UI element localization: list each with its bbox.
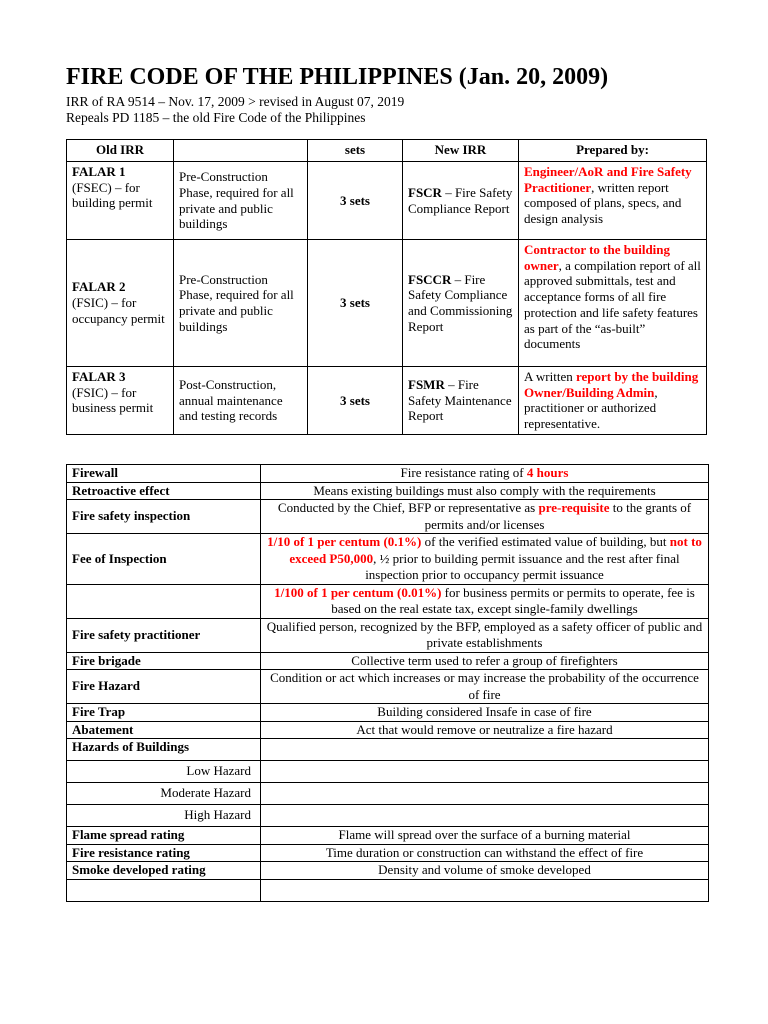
definition-highlight: 4 hours <box>526 465 569 480</box>
new-irr-cell <box>403 240 519 367</box>
old-irr-cell <box>67 162 174 240</box>
subtitle-irr: IRR of RA 9514 – Nov. 17, 2009 > revised in August 07, 2019 <box>66 94 405 109</box>
new-irr-name: FSCR <box>408 184 442 200</box>
table-row <box>67 704 709 722</box>
prepared-by-text: , written report composed of plans, specs, and design analysis <box>524 179 682 227</box>
table-row <box>67 534 709 585</box>
definition-firewall <box>261 465 709 483</box>
definition-highlight: pre-requisite <box>538 500 610 515</box>
new-irr-cell <box>403 367 519 435</box>
table-row <box>67 739 709 761</box>
old-irr-name: FALAR 2 <box>72 279 126 295</box>
term-low-hazard: Low Hazard <box>67 761 261 783</box>
term-fire-safety-practitioner: Fire safety practitioner <box>67 618 261 652</box>
table-row <box>67 879 709 901</box>
table-row <box>67 482 709 500</box>
prepared-by-text: , a compilation report of all approved submittals, test and acceptance forms of all fire protection and life safety features as part of the “as-built” documents <box>524 257 701 352</box>
definition-blank <box>261 761 709 783</box>
term-moderate-hazard: Moderate Hazard <box>67 783 261 805</box>
definition-fire-trap: Building considered Insafe in case of fire <box>261 704 709 722</box>
term-smoke-developed-rating: Smoke developed rating <box>67 862 261 880</box>
term-retroactive-effect: Retroactive effect <box>67 482 261 500</box>
sets-cell: 3 sets <box>308 240 403 367</box>
definition-flame-spread-rating: Flame will spread over the surface of a burning material <box>261 827 709 845</box>
definition-highlight: 1/10 of 1 per centum (0.1%) <box>267 534 422 549</box>
table-row <box>67 465 709 483</box>
table-row <box>67 805 709 827</box>
prepared-by-text: , practitioner or authorized representative. <box>524 384 658 432</box>
table-header-row <box>67 140 707 162</box>
header-old-irr: Old IRR <box>67 140 174 162</box>
prepared-by-highlight: Engineer/AoR and Fire Safety Practitioner <box>524 164 692 195</box>
table-row <box>67 367 707 435</box>
prepared-by-cell <box>519 162 707 240</box>
table-row <box>67 844 709 862</box>
phase-cell: Pre-Construction Phase, required for all private and public buildings <box>174 240 308 367</box>
phase-cell: Post-Construction, annual maintenance and testing records <box>174 367 308 435</box>
prepared-by-cell <box>519 367 707 435</box>
table-row <box>67 862 709 880</box>
sets-cell: 3 sets <box>308 162 403 240</box>
definition-text: Fire resistance rating of <box>400 465 527 480</box>
definition-text: for business permits or permits to operate, fee is based on the real estate tax, except single-family dwellings <box>331 584 695 616</box>
new-irr-name: FSMR <box>408 376 445 392</box>
prepared-by-cell <box>519 240 707 367</box>
old-irr-cell <box>67 367 174 435</box>
definition-text: to the grants of permits and/or licenses <box>424 500 692 532</box>
old-irr-desc: (FSIC) – for business permit <box>72 384 154 416</box>
irr-comparison-table <box>66 139 707 435</box>
term-high-hazard: High Hazard <box>67 805 261 827</box>
definition-fire-safety-practitioner: Qualified person, recognized by the BFP, employed as a safety officer of public and private establishments <box>261 618 709 652</box>
prepared-by-highlight: report by the building Owner/Building Admin <box>524 369 699 400</box>
table-row <box>67 652 709 670</box>
old-irr-cell <box>67 240 174 367</box>
new-irr-desc: – Fire Safety Maintenance Report <box>408 376 512 424</box>
header-new-irr: New IRR <box>403 140 519 162</box>
table-row <box>67 721 709 739</box>
header-sets: sets <box>308 140 403 162</box>
table-row <box>67 500 709 534</box>
table-row <box>67 827 709 845</box>
definition-highlight: not to exceed P50,000 <box>289 534 702 566</box>
table-row <box>67 761 709 783</box>
table-row <box>67 162 707 240</box>
table-row <box>67 783 709 805</box>
old-irr-desc: (FSEC) – for building permit <box>72 179 153 211</box>
subtitle-repeals: Repeals PD 1185 – the old Fire Code of the Philippines <box>66 110 366 125</box>
definition-highlight: 1/100 of 1 per centum (0.01%) <box>274 584 442 600</box>
definition-fee-of-inspection <box>261 534 709 585</box>
term-firewall: Firewall <box>67 465 261 483</box>
term-fire-brigade: Fire brigade <box>67 652 261 670</box>
phase-cell: Pre-Construction Phase, required for all private and public buildings <box>174 162 308 240</box>
term-abatement: Abatement <box>67 721 261 739</box>
definition-text: , ½ prior to building permit issuance and the rest after final inspection prior to occupancy permit issuance <box>365 550 680 582</box>
new-irr-cell <box>403 162 519 240</box>
term-fire-trap: Fire Trap <box>67 704 261 722</box>
term-fee-of-inspection: Fee of Inspection <box>67 534 261 585</box>
definition-abatement: Act that would remove or neutralize a fire hazard <box>261 721 709 739</box>
old-irr-desc: (FSIC) – for occupancy permit <box>72 295 165 326</box>
term-blank <box>67 584 261 618</box>
definition-fire-hazard: Condition or act which increases or may increase the probability of the occurrence of fire <box>261 670 709 704</box>
table-row <box>67 584 709 618</box>
new-irr-desc: – Fire Safety Compliance Report <box>408 184 513 216</box>
definition-text: Conducted by the Chief, BFP or representative as <box>277 500 539 515</box>
old-irr-name: FALAR 1 <box>72 164 126 179</box>
term-fire-safety-inspection: Fire safety inspection <box>67 500 261 534</box>
definition-smoke-developed-rating: Density and volume of smoke developed <box>261 862 709 880</box>
term-blank <box>67 879 261 901</box>
header-prepared-by: Prepared by: <box>519 140 707 162</box>
definition-business-permit-fee <box>261 584 709 618</box>
new-irr-desc: – Fire Safety Compliance and Commissioning Report <box>408 271 513 334</box>
prepared-by-highlight: Contractor to the building owner <box>524 242 671 273</box>
table-row <box>67 618 709 652</box>
sets-cell: 3 sets <box>308 367 403 435</box>
old-irr-name: FALAR 3 <box>72 369 126 384</box>
definitions-table <box>66 464 709 902</box>
prepared-by-prefix: A written <box>524 369 576 384</box>
definition-blank <box>261 739 709 761</box>
definition-text: of the verified estimated value of building, but <box>421 534 670 549</box>
document-title: FIRE CODE OF THE PHILIPPINES (Jan. 20, 2009) <box>66 64 609 90</box>
definition-fire-resistance-rating: Time duration or construction can withstand the effect of fire <box>261 844 709 862</box>
term-fire-resistance-rating: Fire resistance rating <box>67 844 261 862</box>
new-irr-name: FSCCR <box>408 271 452 287</box>
term-flame-spread-rating: Flame spread rating <box>67 827 261 845</box>
definition-blank <box>261 805 709 827</box>
header-blank <box>174 140 308 162</box>
definition-fire-brigade: Collective term used to refer a group of firefighters <box>261 652 709 670</box>
definition-blank <box>261 879 709 901</box>
definition-fire-safety-inspection <box>261 500 709 534</box>
table-row <box>67 240 707 367</box>
definition-retroactive-effect: Means existing buildings must also comply with the requirements <box>261 482 709 500</box>
term-fire-hazard: Fire Hazard <box>67 670 261 704</box>
term-hazards-of-buildings: Hazards of Buildings <box>67 739 261 761</box>
table-row <box>67 670 709 704</box>
definition-blank <box>261 783 709 805</box>
